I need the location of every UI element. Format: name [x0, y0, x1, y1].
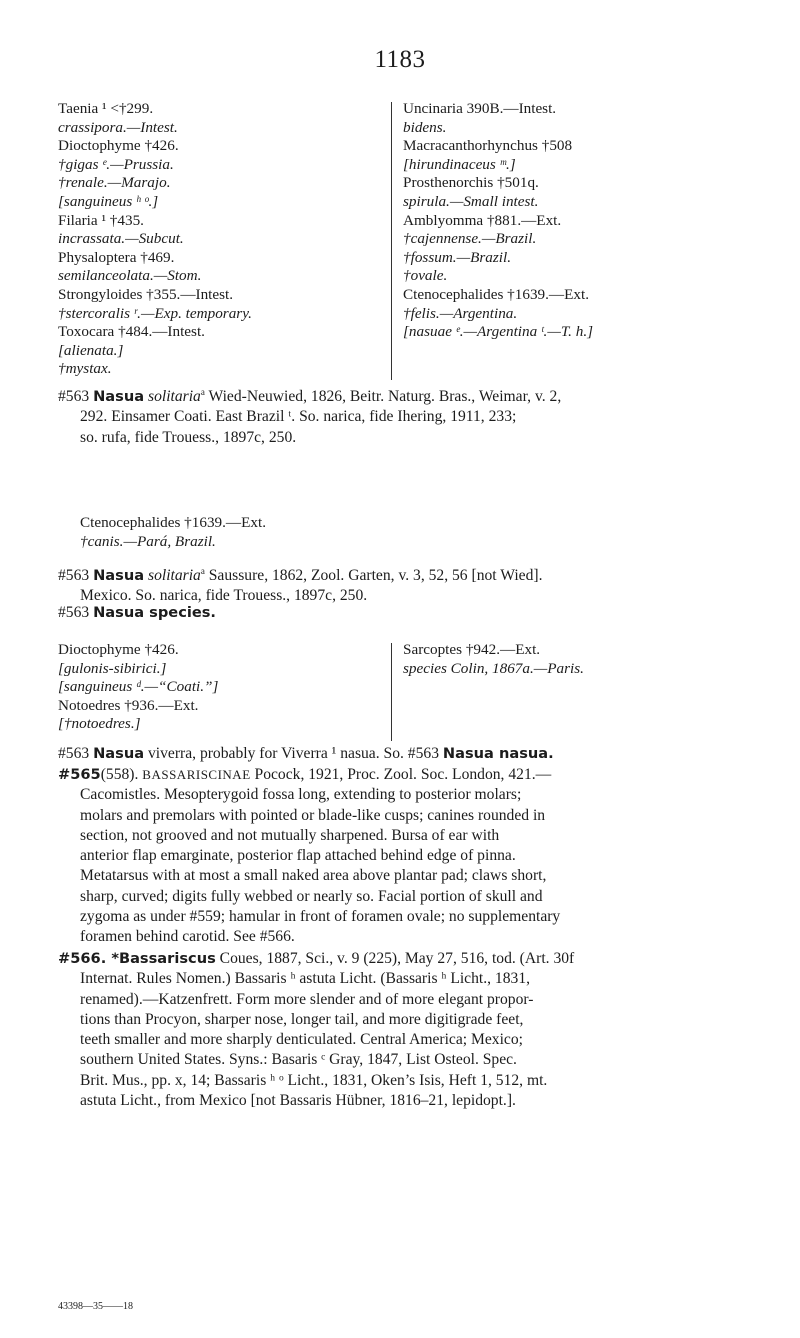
- entry-nasua-species: #563 Nasua species.: [58, 604, 216, 621]
- parasite-line: Toxocara †484.—Intest.: [58, 323, 205, 341]
- entry-line: tions than Procyon, sharper nose, longer tail, and more digitigrade feet,: [80, 1010, 524, 1028]
- parasite-column-left: [58, 641, 388, 734]
- page-number: 1183: [374, 46, 426, 73]
- entry-line: astuta Licht., from Mexico [not Bassaris Hübner, 1816–21, lepidopt.].: [80, 1092, 516, 1110]
- entry-nasua-solitaria-wied: #563 Nasua solitaria$^a$ Wied-Neuwied, 1826, Beitr. Naturg. Bras., Weimar, v. 2, 292. Einsamer Coati. East Brazil ᵗ. So. narica, fide Ihering, 1911, 233; so. rufa, fide Trouess., 1897c, 250.: [58, 387, 562, 446]
- parasite-line: incrassata.—Subcut.: [58, 230, 184, 248]
- entry-line: foramen behind carotid. See #566.: [80, 928, 295, 946]
- column-divider: [391, 643, 392, 741]
- parasite-line: spirula.—Small intest.: [403, 192, 539, 210]
- parasite-line: [sanguineus ʰ ᵒ.]: [58, 192, 159, 210]
- parasite-line: [nasuae ᵉ.—Argentina ᵗ.—T. h.]: [403, 323, 594, 341]
- parasite-line: Taenia ¹ <†299.: [58, 100, 154, 117]
- parasite-line: [alienata.]: [58, 341, 124, 359]
- entry-nasua-viverra: #563 Nasua viverra, probably for Viverra ¹ nasua. So. #563 Nasua nasua.: [58, 745, 554, 762]
- parasite-line: crassipora.—Intest.: [58, 118, 178, 136]
- parasite-line: †ovale.: [403, 267, 448, 285]
- entry-line: section, not grooved and not mutually sharpened. Bursa of ear with: [80, 826, 500, 844]
- parasite-line: [gulonis-sibirici.]: [58, 659, 167, 677]
- parasite-line: Ctenocephalides †1639.—Ext.: [403, 285, 590, 303]
- parasite-line: †cajennense.—Brazil.: [403, 230, 537, 248]
- entry-line: Brit. Mus., pp. x, 14; Bassaris ʰ ᵒ Licht., 1831, Oken’s Isis, Heft 1, 512, mt.: [80, 1071, 548, 1089]
- parasite-column-right: [403, 641, 758, 678]
- parasite-line: Amblyomma †881.—Ext.: [403, 211, 562, 229]
- entry-line: Cacomistles. Mesopterygoid fossa long, extending to posterior molars;: [80, 786, 522, 804]
- parasite-line: Filaria ¹ †435.: [58, 211, 144, 229]
- entry-line: renamed).—Katzenfrett. Form more slender and of more elegant propor-: [80, 990, 534, 1008]
- entry-first-line: #566. *Bassariscus Coues, 1887, Sci., v. 9 (225), May 27, 516, tod. (Art. 30f: [58, 950, 575, 967]
- parasite-column-left: [58, 100, 388, 379]
- parasite-column-right: [403, 100, 758, 342]
- parasite-line: Uncinaria 390B.—Intest.: [403, 100, 557, 117]
- parasite-line: [hirundinaceus ᵐ.]: [403, 155, 516, 173]
- entry-line: molars and premolars with pointed or blade-like cusps; canines rounded in: [80, 806, 546, 824]
- parasite-line: Notoedres †936.—Ext.: [58, 696, 199, 714]
- column-divider: [391, 102, 392, 380]
- parasite-line: Strongyloides †355.—Intest.: [58, 285, 234, 303]
- parasite-line: Macracanthorhynchus †508: [403, 137, 573, 155]
- parasite-line: [sanguineus ᵈ.—“Coati.”]: [58, 678, 219, 696]
- entry-line: sharp, curved; digits fully webbed or nearly so. Facial portion of skull and: [80, 887, 543, 905]
- parasite-line: †mystax.: [58, 360, 112, 378]
- parasite-line: Sarcoptes †942.—Ext.: [403, 641, 541, 658]
- parasite-line: Dioctophyme †426.: [58, 137, 179, 155]
- parasite-line: bidens.: [403, 118, 447, 136]
- parasite-line: †canis.—Pará, Brazil.: [80, 532, 216, 550]
- parasite-line: Prosthenorchis †501q.: [403, 174, 539, 192]
- print-code: 43398—35——18: [58, 1301, 133, 1312]
- entry-line: Metatarsus with at most a small naked area above plantar pad; claws short,: [80, 867, 547, 885]
- entry-line: Internat. Rules Nomen.) Bassaris ʰ astuta Licht. (Bassaris ʰ Licht., 1831,: [80, 970, 531, 988]
- parasite-line: Physaloptera †469.: [58, 248, 175, 266]
- entry-nasua-solitaria-saussure: #563 Nasua solitaria$^a$ Saussure, 1862, Zool. Garten, v. 3, 52, 56 [not Wied]. Mexico. So. narica, fide Trouess., 1897c, 250.: [58, 566, 543, 605]
- parasite-line: species Colin, 1867a.—Paris.: [403, 659, 584, 677]
- entry-line: anterior flap emarginate, posterior flap attached behind edge of pinna.: [80, 847, 516, 865]
- parasite-line: †felis.—Argentina.: [403, 304, 518, 322]
- entry-first-line: #565(558). BASSARISCINAE Pocock, 1921, Proc. Zool. Soc. London, 421.—: [58, 766, 552, 783]
- entry-line: zygoma as under #559; hamular in front of foramen ovale; no supplementary: [80, 908, 561, 926]
- parasite-line: †stercoralis ʳ.—Exp. temporary.: [58, 304, 252, 322]
- parasite-line: Dioctophyme †426.: [58, 641, 179, 658]
- parasite-line: Ctenocephalides †1639.—Ext.: [80, 514, 267, 531]
- parasite-list-ctenocephalides: [80, 514, 266, 551]
- parasite-line: †gigas ᵉ.—Prussia.: [58, 155, 174, 173]
- parasite-line: [†notoedres.]: [58, 715, 141, 733]
- entry-bassariscus: [58, 949, 758, 1111]
- parasite-line: †fossum.—Brazil.: [403, 248, 512, 266]
- parasite-line: †renale.—Marajo.: [58, 174, 171, 192]
- entry-line: teeth smaller and more sharply denticulated. Central America; Mexico;: [80, 1031, 523, 1049]
- entry-line: southern United States. Syns.: Basaris ᶜ Gray, 1847, List Osteol. Spec.: [80, 1051, 517, 1069]
- parasite-line: semilanceolata.—Stom.: [58, 267, 202, 285]
- entry-bassariscinae: [58, 765, 758, 948]
